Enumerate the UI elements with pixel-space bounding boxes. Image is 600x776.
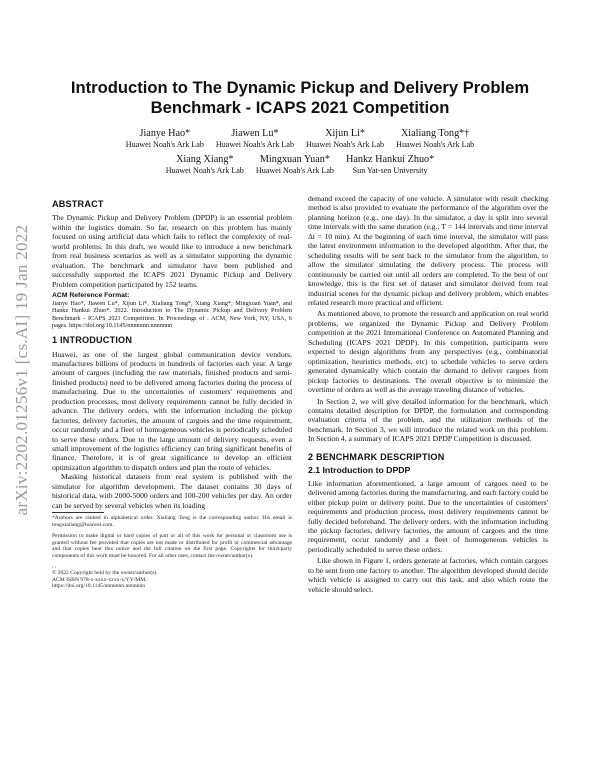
author: Mingxuan Yuan* Huawei Noah's Ark Lab <box>255 154 334 175</box>
section-2-heading: 2 BENCHMARK DESCRIPTION <box>308 451 445 462</box>
footnote-isbn: ACM ISBN 978-x-xxxx-xxxx-x/YY/MM. <box>52 576 147 583</box>
acm-reference-heading: ACM Reference Format: <box>52 292 130 300</box>
intro-paragraph: Huawei, as one of the largest global communication device vendors, manufactures billions of products in hundreds of factories each year. A large amount of cargoes (including the raw materials, finished products and semi-finished products) need to be delivered among factories during the process of manufacturing. Due to the uncertainties of customers' requirements and production processes, most delivery requirements cannot be fully decided in advance. The delivery orders, with the information including the pickup factories, delivery factories, the amount of cargoes and the time requirement, occur randomly and a fleet of homogeneous vehicles is periodically scheduled to serve these orders. Due to the large amount of delivery requests, even a small improvement of the logistics efficiency can bring significant benefits of finance. Therefore, it is of great significance to develop an efficient optimization algorithm to dispatch orders and plan the route of vehicles. <box>52 349 292 472</box>
footnote-copyright: © 2022 Copyright held by the owner/author(s). <box>52 569 158 576</box>
arxiv-identifier: arXiv:2202.01256v1 [cs.AI] 19 Jan 2022 <box>12 224 31 516</box>
footnote-doi: https://doi.org/10.1145/nnnnnnn.nnnnnnn <box>52 583 146 590</box>
author: Xiang Xiang* Huawei Noah's Ark Lab <box>165 154 244 175</box>
author-block <box>52 128 548 180</box>
body-paragraph: As mentioned above, to promote the research and application on real world problems, we organized the Dynamic Pickup and Delivery Problem competition at the 2021 International Conference on Automated Planning and Scheduling (ICAPS 2021 DPDP). In this competition, participants were expected to design algorithms from any perspectives (e.g., combinatorial optimization, heuristics methods, etc) to schedule vehicles to serve orders generated dynamically which contain the demand to deliver cargoes from pickup factories to destinations. The overall objective is to minimize the overtime of orders as well as the average traveling distance of vehicles. <box>308 309 548 395</box>
footnote-rule <box>52 512 104 513</box>
author: Jiawen Lu* Huawei Noah's Ark Lab <box>215 128 294 149</box>
section-2-1-heading: 2.1 Introduction to DPDP <box>308 465 411 476</box>
abstract-text: The Dynamic Pickup and Delivery Problem (DPDP) is an essential problem within the logistics domain. So far, research on this problem has mainly focused on using artificial data which fails to reflect the complexity of real-world problems. In this draft, we would like to introduce a new benchmark from real business scenarios as well as a simulator supporting the dynamic evaluation. The benchmark and simulator have been published and successfully supported the ICAPS 2021 Dynamic Pickup and Delivery Problem competition participated by 152 teams. <box>52 213 292 289</box>
acm-reference-text: Jianye Hao*, Jiawen Lu*, Xijun Li*, Xialiang Tong*, Xiang Xiang*, Mingxuan Yuan*, and Hankz Hankui Zhuo*. 2022. Introduction to The Dynamic Pickup and Delivery Problem Benchmark - ICAPS 2021 Competition. In Proceedings of . ACM, New York, NY, USA, 6 pages. https://doi.org/10.1145/nnnnnnn.nnnnnnn <box>52 299 292 330</box>
acm-reference <box>52 292 292 330</box>
author: Xialiang Tong*† Huawei Noah's Ark Lab <box>396 128 475 149</box>
footnote-permission: Permission to make digital or hard copies of part or all of this work for personal or classroom use is granted without fee provided that copies are not made or distributed for profit or commercial advantage and that copies bear this notice and the full citation on the first page. Copyrights for third-party components of this work must be honored. For all other uses, contact the owner/author(s). <box>52 532 292 560</box>
paper-title: Introduction to The Dynamic Pickup and Delivery Problem Benchmark - ICAPS 2021 Competition <box>70 78 530 117</box>
body-paragraph: demand exceed the capacity of one vehicle. A simulator with result checking method is also provided to evaluate the performance of the algorithm over the planning horizon (e.g., one day). In the simulator, a day is split into several time intervals with the same duration (e.g., T = 144 intervals and time interval Δt = 10 min). At the beginning of each time interval, the simulator will pass the latest environment information to the developed algorithm. After that, the scheduling results will be sent back to the simulator from the algorithm, to allow the simulator simulating the delivery process. The process will continuously be carried out until all orders are completed. To the best of our knowledge, this is the first set of dataset and simulator derived from real industrial scenes for the dynamic pickup and delivery problem, which enables related research more practical and efficient. <box>308 194 548 307</box>
left-column <box>52 194 292 590</box>
author-row-2 <box>52 154 548 176</box>
intro-paragraph: Masking historical datasets from real system is published with the simulator for algorithm development. The dataset contains 30 days of historical data, with 2000-5000 orders and 100-200 vehicles per day. An order can be served by several vehicles when its loading <box>52 472 292 510</box>
body-paragraph: Like shown in Figure 1, orders generate at factories, which contain cargoes to be sent from one factory to another. The algorithm developed should decide which vehicle is assigned to carry out this task, and also which route the vehicle should select. <box>308 556 548 594</box>
author: Hankz Hankui Zhuo* Sun Yat-sen University <box>345 154 435 175</box>
author: Jianye Hao* Huawei Noah's Ark Lab <box>125 128 204 149</box>
author-row-1 <box>52 128 548 150</box>
author: Xijun Li* Huawei Noah's Ark Lab <box>306 128 385 149</box>
body-paragraph: Like information aforementioned, a large amount of cargoes need to be delivered among factories during the manufacturing, and each factory could be either pickup point or delivery point. Due to the uncertainties of customers' requirements and production process, most delivery requirements cannot be fully decided beforehand. The delivery orders, with the information including the pickup factories, delivery factories, the amount of cargoes and the time requirement, occur randomly and a fleet of homogeneous vehicles is periodically scheduled to serve these orders. <box>308 478 548 554</box>
body-paragraph: In Section 2, we will give detailed information for the benchmark, which contains detailed description for DPDP, the formulation and corresponding evaluation criteria of the problem, and the utilization methods of the benchmark. In Section 3, we will introduce the related work on this problem. In Section 4, a summary of ICAPS 2021 DPDP Competition is discussed. <box>308 396 548 444</box>
footnote-venue: , , <box>52 562 57 569</box>
abstract-heading: ABSTRACT <box>52 199 104 209</box>
right-column <box>308 194 548 594</box>
footnote-authors: *Authors are ranked in alphabetical order. Xialiang Tong is the corresponding author. His email is tongxialiang@huawei.com. <box>52 515 292 528</box>
intro-heading: 1 INTRODUCTION <box>52 335 133 346</box>
